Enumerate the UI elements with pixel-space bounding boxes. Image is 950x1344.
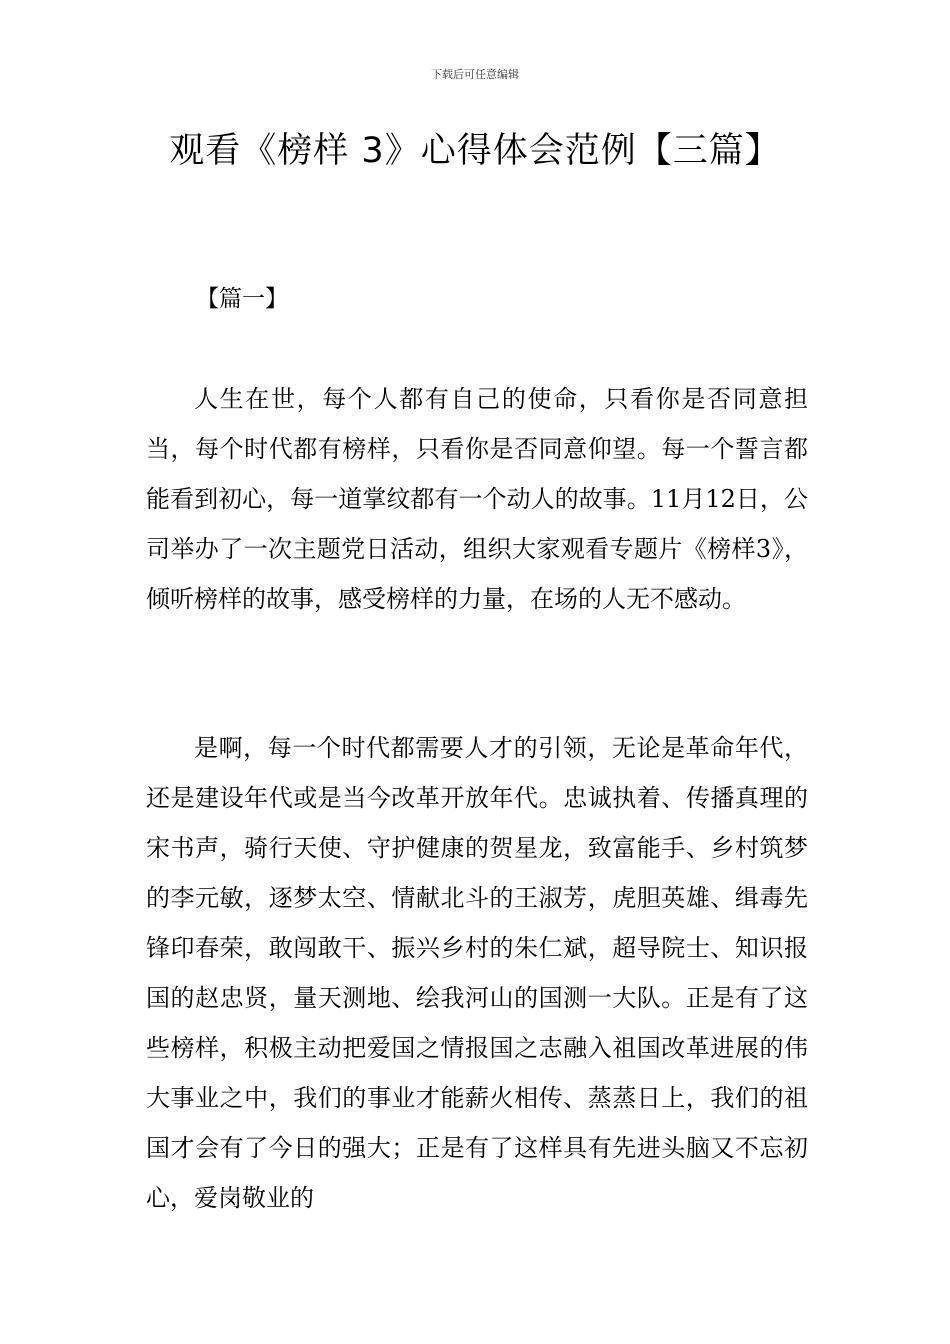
paragraph: 人生在世，每个人都有自己的使命，只看你是否同意担当，每个时代都有榜样，只看你是否同意仰望。每一个誓言都能看到初心，每一道掌纹都有一个动人的故事。11月12日，公司举办了一次主题党日活动，组织大家观看专题片《榜样3》，倾听榜样的故事，感受榜样的力量，在场的人无不感动。 (146, 385, 808, 613)
section-heading: 【篇一】 (196, 286, 288, 312)
document-title: 观看《榜样 3》心得体会范例【三篇】 (169, 131, 781, 171)
header-note: 下载后可任意编辑 (431, 68, 519, 81)
paragraph: 是啊，每一个时代都需要人才的引领，无论是革命年代，还是建设年代或是当今改革开放年代。忠诚执着、传播真理的宋书声，骑行天使、守护健康的贺星龙，致富能手、乡村筑梦的李元敏，逐梦太空、情献北斗的王淑芳，虎胆英雄、缉毒先锋印春荣，敢闯敢干、振兴乡村的朱仁斌，超导院士、知识报国的赵忠贤，量天测地、绘我河山的国测一大队。正是有了这些榜样，积极主动把爱国之情报国之志融入祖国改革进展的伟大事业之中，我们的事业才能薪火相传、蒸蒸日上，我们的祖国才会有了今日的强大；正是有了这样具有先进头脑又不忘初心，爱岗敬业的 (146, 734, 808, 1212)
